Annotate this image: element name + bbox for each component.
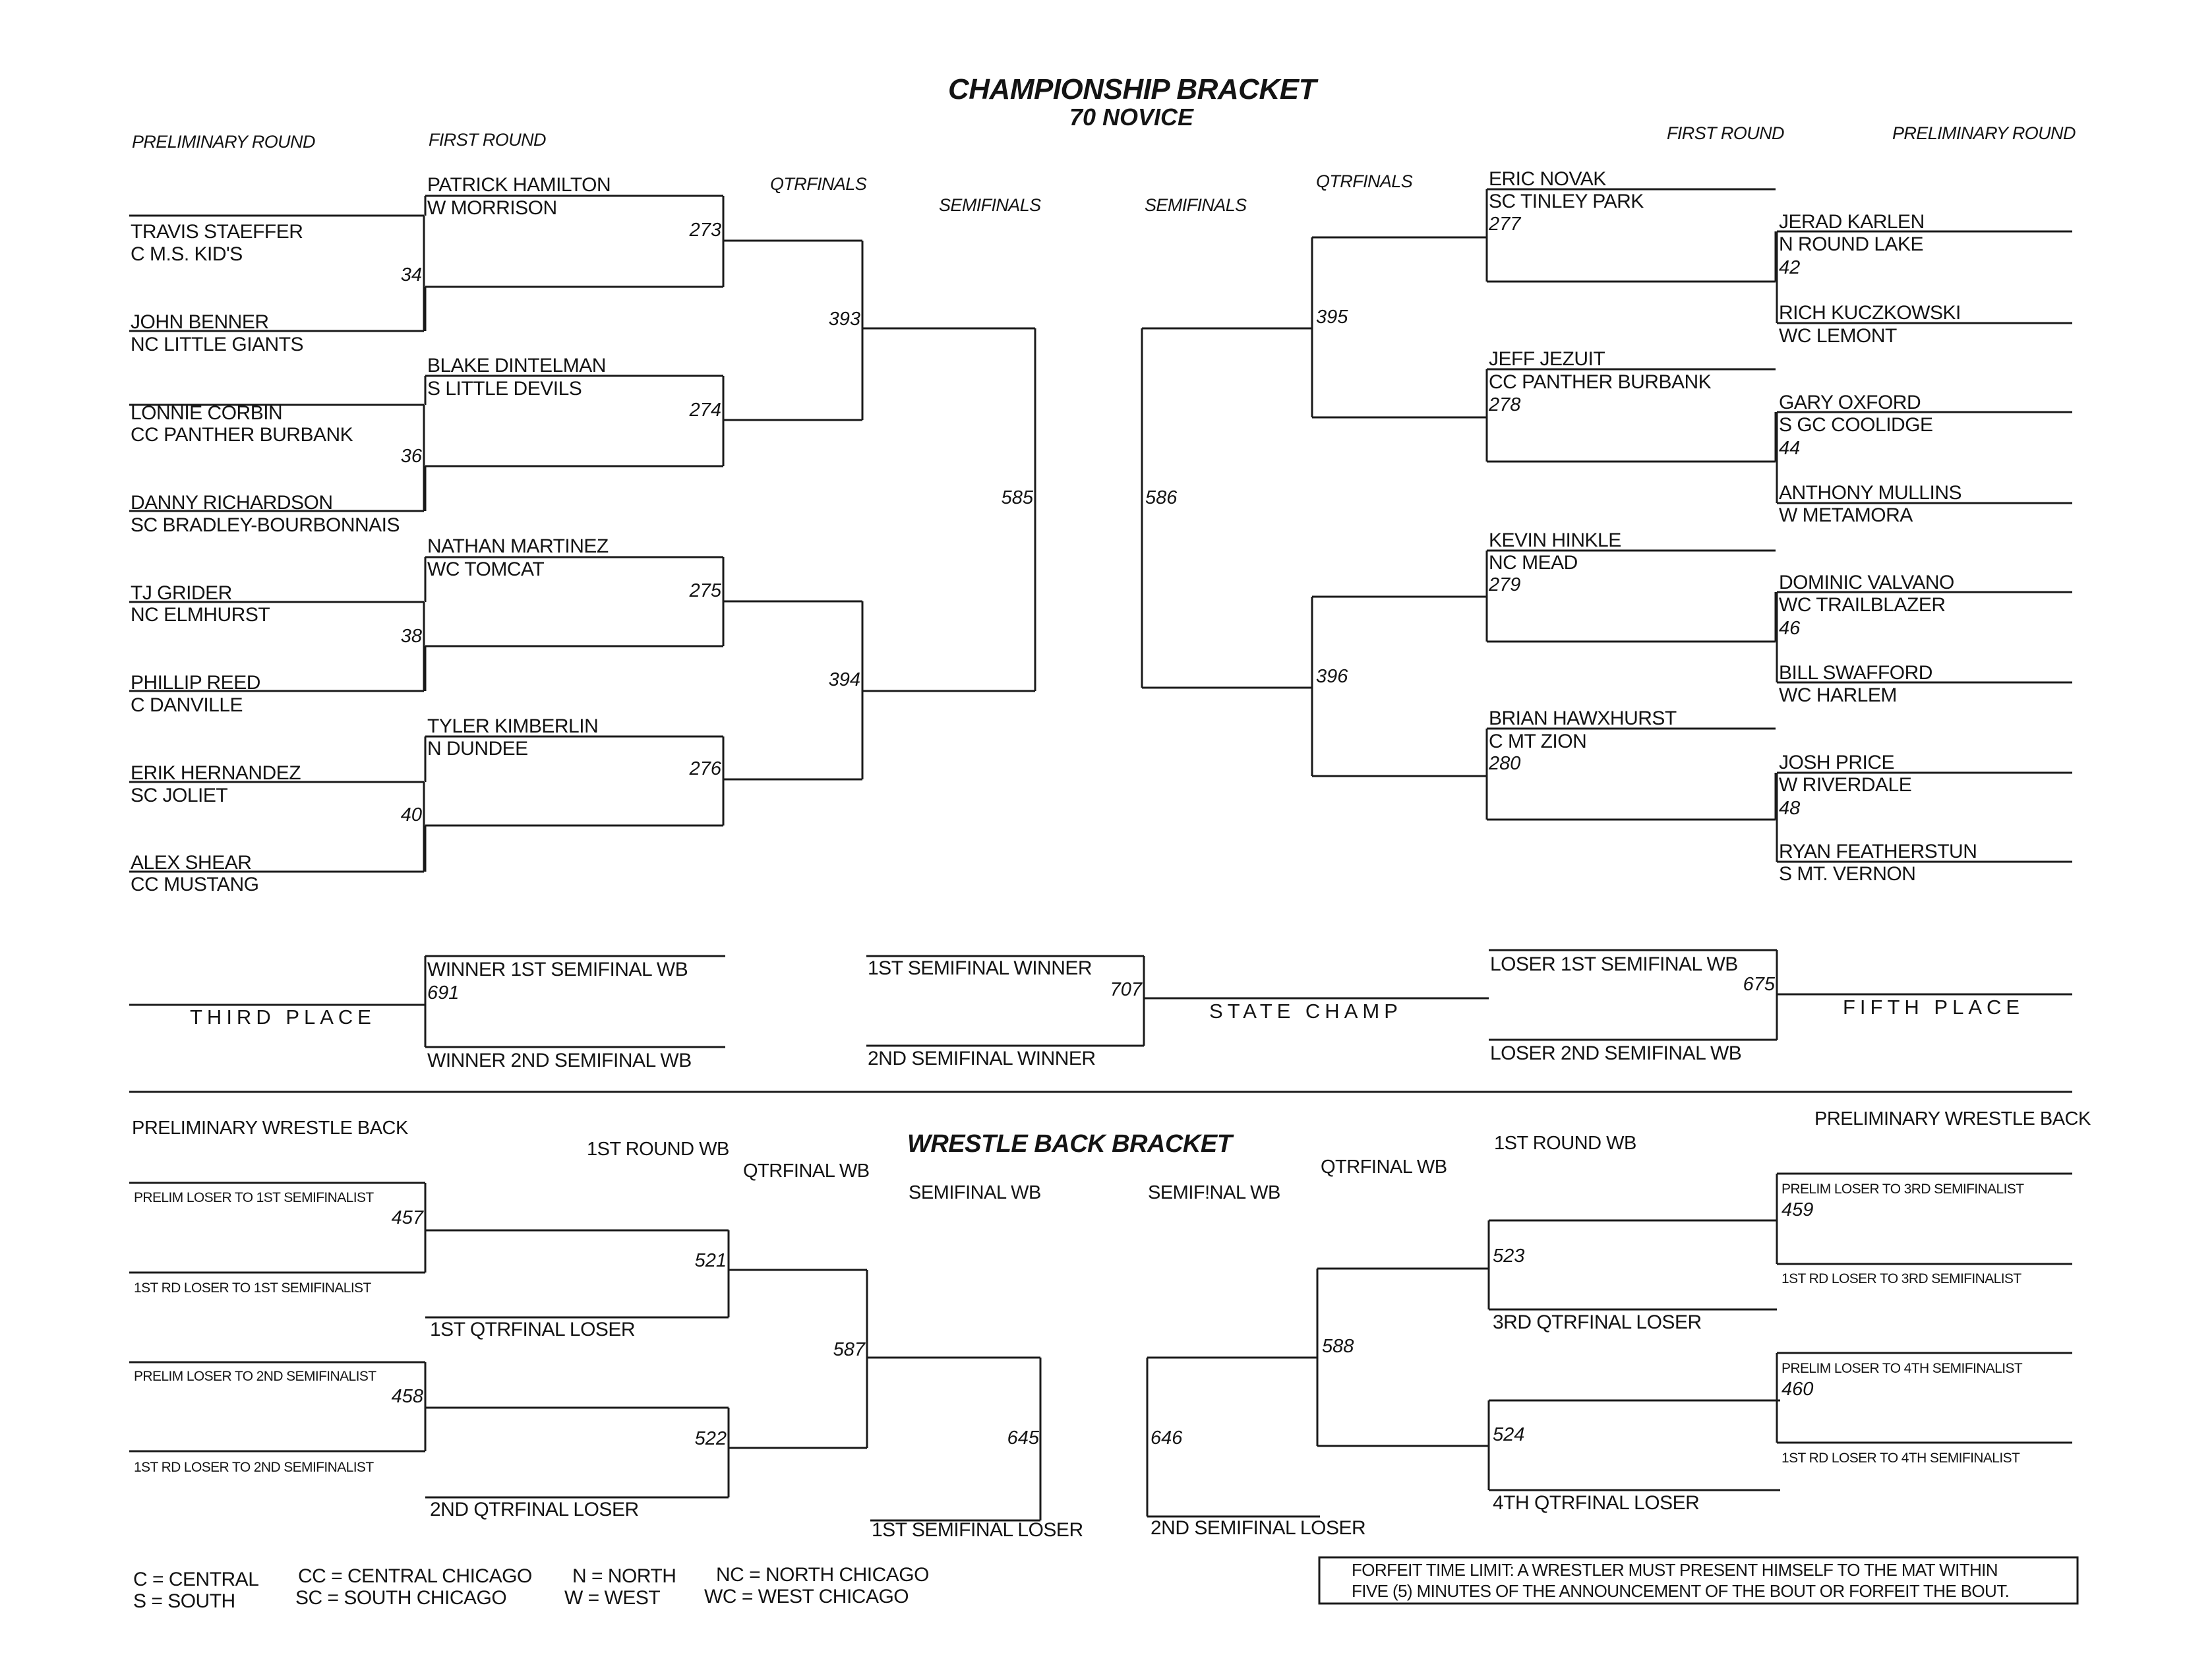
wrestler-name: ALEX SHEAR <box>131 852 252 874</box>
wrestler-team: N ROUND LAKE <box>1779 233 1924 255</box>
round-label-qtr-left: QTRFINALS <box>770 174 867 194</box>
legend-west-chicago: WC = WEST CHICAGO <box>704 1586 909 1607</box>
third-place-top: WINNER 1ST SEMIFINAL WB <box>427 959 688 980</box>
wrestler-team: WC TRAILBLAZER <box>1779 594 1946 616</box>
wrestler-team: S LITTLE DEVILS <box>427 378 582 400</box>
wrestler-name: ERIK HERNANDEZ <box>131 762 301 784</box>
third-place-bottom: WINNER 2ND SEMIFINAL WB <box>427 1050 692 1071</box>
wb-semi-loser: 2ND SEMIFINAL LOSER <box>1151 1517 1366 1539</box>
wrestler-team: CC PANTHER BURBANK <box>1489 371 1712 393</box>
wb-qtr-loser: 2ND QTRFINAL LOSER <box>430 1499 639 1520</box>
wb-slot: 1ST RD LOSER TO 1ST SEMIFINALIST <box>134 1280 371 1296</box>
round-label-semi-right: SEMIFINALS <box>1145 195 1247 215</box>
weight-class: 70 NOVICE <box>1069 104 1194 131</box>
legend-north: N = NORTH <box>572 1565 676 1587</box>
wrestler-name: LONNIE CORBIN <box>131 402 283 424</box>
wrestler-name: KEVIN HINKLE <box>1489 529 1621 551</box>
wrestler-name: TRAVIS STAEFFER <box>131 221 303 243</box>
bout-number: 36 <box>400 446 422 467</box>
wrestler-team: C DANVILLE <box>131 694 243 716</box>
bout-number: 457 <box>391 1207 423 1228</box>
round-label-wb-first-right: 1ST ROUND WB <box>1494 1133 1636 1154</box>
wrestler-name: DOMINIC VALVANO <box>1779 572 1954 593</box>
wrestler-team: SC BRADLEY-BOURBONNAIS <box>131 514 400 536</box>
wrestler-team: C M.S. KID'S <box>131 243 243 265</box>
wrestler-team: WC HARLEM <box>1779 684 1897 706</box>
fifth-place-top: LOSER 1ST SEMIFINAL WB <box>1490 953 1738 975</box>
bout-number: 707 <box>1110 979 1142 1000</box>
legend-south-chicago: SC = SOUTH CHICAGO <box>295 1587 507 1609</box>
wb-slot: 1ST RD LOSER TO 2ND SEMIFINALIST <box>134 1460 374 1475</box>
wrestler-name: TJ GRIDER <box>131 582 232 604</box>
wrestler-team: NC ELMHURST <box>131 604 270 626</box>
wb-slot: 1ST RD LOSER TO 4TH SEMIFINALIST <box>1781 1451 2020 1466</box>
wrestler-name: GARY OXFORD <box>1779 392 1921 413</box>
bout-number: 277 <box>1489 214 1521 235</box>
wrestler-team: CC MUSTANG <box>131 874 259 895</box>
wrestler-name: DANNY RICHARDSON <box>131 492 333 514</box>
wrestler-name: BLAKE DINTELMAN <box>427 355 606 376</box>
wrestler-team: WC TOMCAT <box>427 558 545 580</box>
bout-number: 394 <box>828 669 860 690</box>
wb-slot: PRELIM LOSER TO 3RD SEMIFINALIST <box>1781 1182 2024 1197</box>
round-label-first-right: FIRST ROUND <box>1667 123 1784 143</box>
round-label-wb-qtr-left: QTRFINAL WB <box>743 1160 870 1182</box>
wrestler-team: WC LEMONT <box>1779 325 1897 347</box>
bout-number: 40 <box>400 804 422 825</box>
wrestler-team: SC TINLEY PARK <box>1489 191 1644 212</box>
wrestler-team: S GC COOLIDGE <box>1779 414 1933 436</box>
bout-number: 34 <box>400 264 422 285</box>
bout-number: 588 <box>1322 1336 1354 1357</box>
wrestler-team: CC PANTHER BURBANK <box>131 424 353 446</box>
bout-number: 523 <box>1493 1245 1525 1267</box>
wrestler-team: SC JOLIET <box>131 785 228 806</box>
bout-number: 274 <box>689 400 721 421</box>
wrestler-name: JERAD KARLEN <box>1779 211 1925 233</box>
wrestler-name: NATHAN MARTINEZ <box>427 535 609 557</box>
bout-number: 393 <box>828 309 860 330</box>
wrestle-back-title: WRESTLE BACK BRACKET <box>907 1130 1232 1158</box>
round-label-prelim-right: PRELIMINARY ROUND <box>1892 123 2076 143</box>
wrestler-name: JOHN BENNER <box>131 311 269 333</box>
bout-number: 521 <box>694 1250 727 1271</box>
round-label-wb-prelim-right: PRELIMINARY WRESTLE BACK <box>1814 1108 2091 1129</box>
bout-number: 38 <box>400 626 422 647</box>
bout-number: 522 <box>694 1428 727 1449</box>
round-label-first-left: FIRST ROUND <box>429 130 546 150</box>
legend-west: W = WEST <box>564 1587 661 1609</box>
wrestler-team: NC LITTLE GIANTS <box>131 334 304 355</box>
round-label-qtr-right: QTRFINALS <box>1316 171 1413 191</box>
wb-slot: 1ST RD LOSER TO 3RD SEMIFINALIST <box>1781 1271 2021 1286</box>
wb-slot: PRELIM LOSER TO 4TH SEMIFINALIST <box>1781 1361 2023 1376</box>
bout-number: 458 <box>391 1386 423 1407</box>
wrestler-team: S MT. VERNON <box>1779 863 1916 885</box>
round-label-prelim-left: PRELIMINARY ROUND <box>132 132 315 152</box>
legend-central-chicago: CC = CENTRAL CHICAGO <box>298 1565 532 1587</box>
round-label-wb-semi-left: SEMIFINAL WB <box>909 1182 1041 1203</box>
wrestler-name: PHILLIP REED <box>131 672 260 694</box>
bout-number: 275 <box>689 580 721 601</box>
wrestler-name: BILL SWAFFORD <box>1779 662 1932 684</box>
wrestler-team: C MT ZION <box>1489 731 1587 752</box>
bout-number: 675 <box>1743 974 1775 995</box>
bout-number: 42 <box>1779 257 1801 278</box>
round-label-semi-left: SEMIFINALS <box>939 195 1041 215</box>
round-label-wb-prelim-left: PRELIMINARY WRESTLE BACK <box>132 1118 408 1139</box>
legend-south: S = SOUTH <box>133 1590 235 1612</box>
forfeit-notice-line2: FIVE (5) MINUTES OF THE ANNOUNCEMENT OF THE BOUT OR FORFEIT THE BOUT. <box>1352 1581 2010 1601</box>
bout-number: 585 <box>1001 487 1033 508</box>
wrestler-name: RICH KUCZKOWSKI <box>1779 302 1961 324</box>
bout-number: 459 <box>1781 1199 1814 1220</box>
wb-qtr-loser: 3RD QTRFINAL LOSER <box>1493 1311 1702 1333</box>
wrestler-name: TYLER KIMBERLIN <box>427 715 599 737</box>
wb-qtr-loser: 4TH QTRFINAL LOSER <box>1493 1492 1700 1514</box>
legend-north-chicago: NC = NORTH CHICAGO <box>716 1564 929 1586</box>
bout-number: 276 <box>689 758 721 779</box>
bout-number: 646 <box>1151 1427 1183 1449</box>
round-label-wb-first-left: 1ST ROUND WB <box>587 1139 729 1160</box>
wrestler-name: RYAN FEATHERSTUN <box>1779 841 1977 862</box>
wrestler-team: W RIVERDALE <box>1779 774 1912 796</box>
bout-number: 44 <box>1779 438 1801 459</box>
wb-semi-loser: 1ST SEMIFINAL LOSER <box>872 1519 1083 1541</box>
bout-number: 279 <box>1489 574 1521 595</box>
third-place-label: THIRD PLACE <box>190 1005 376 1029</box>
bout-number: 587 <box>833 1339 865 1360</box>
fifth-place-bottom: LOSER 2ND SEMIFINAL WB <box>1490 1042 1742 1064</box>
forfeit-notice-line1: FORFEIT TIME LIMIT: A WRESTLER MUST PRESENT HIMSELF TO THE MAT WITHIN <box>1352 1560 1998 1580</box>
bout-number: 586 <box>1145 487 1178 508</box>
fifth-place-label: FIFTH PLACE <box>1843 996 2025 1019</box>
state-champ-label: STATE CHAMP <box>1209 1000 1402 1023</box>
wrestler-name: JEFF JEZUIT <box>1489 348 1605 370</box>
bout-number: 396 <box>1316 666 1348 687</box>
bout-number: 278 <box>1489 394 1521 415</box>
bout-number: 645 <box>1007 1427 1039 1449</box>
wrestler-team: W MORRISON <box>427 197 557 219</box>
bout-number: 48 <box>1779 798 1801 819</box>
wrestler-name: BRIAN HAWXHURST <box>1489 707 1677 729</box>
bout-number: 395 <box>1316 307 1348 328</box>
championship-bottom: 2ND SEMIFINAL WINNER <box>868 1048 1096 1069</box>
bout-number: 691 <box>427 982 460 1004</box>
wb-slot: PRELIM LOSER TO 1ST SEMIFINALIST <box>134 1190 374 1205</box>
legend-central: C = CENTRAL <box>133 1569 259 1590</box>
wrestler-name: ERIC NOVAK <box>1489 168 1606 190</box>
round-label-wb-semi-right: SEMIF!NAL WB <box>1148 1182 1280 1203</box>
wb-qtr-loser: 1ST QTRFINAL LOSER <box>430 1319 636 1340</box>
round-label-wb-qtr-right: QTRFINAL WB <box>1321 1156 1447 1178</box>
bout-number: 460 <box>1781 1379 1814 1400</box>
bout-number: 46 <box>1779 618 1801 639</box>
championship-top: 1ST SEMIFINAL WINNER <box>868 957 1092 979</box>
page-title: CHAMPIONSHIP BRACKET <box>948 73 1316 105</box>
wrestler-name: JOSH PRICE <box>1779 752 1895 773</box>
wrestler-team: N DUNDEE <box>427 738 528 760</box>
bout-number: 273 <box>689 220 721 241</box>
wrestler-name: PATRICK HAMILTON <box>427 174 611 196</box>
wrestler-team: W METAMORA <box>1779 504 1913 526</box>
bout-number: 524 <box>1493 1424 1525 1445</box>
wrestler-name: ANTHONY MULLINS <box>1779 482 1962 504</box>
wb-slot: PRELIM LOSER TO 2ND SEMIFINALIST <box>134 1369 376 1384</box>
wrestler-team: NC MEAD <box>1489 552 1578 574</box>
bout-number: 280 <box>1489 753 1521 774</box>
